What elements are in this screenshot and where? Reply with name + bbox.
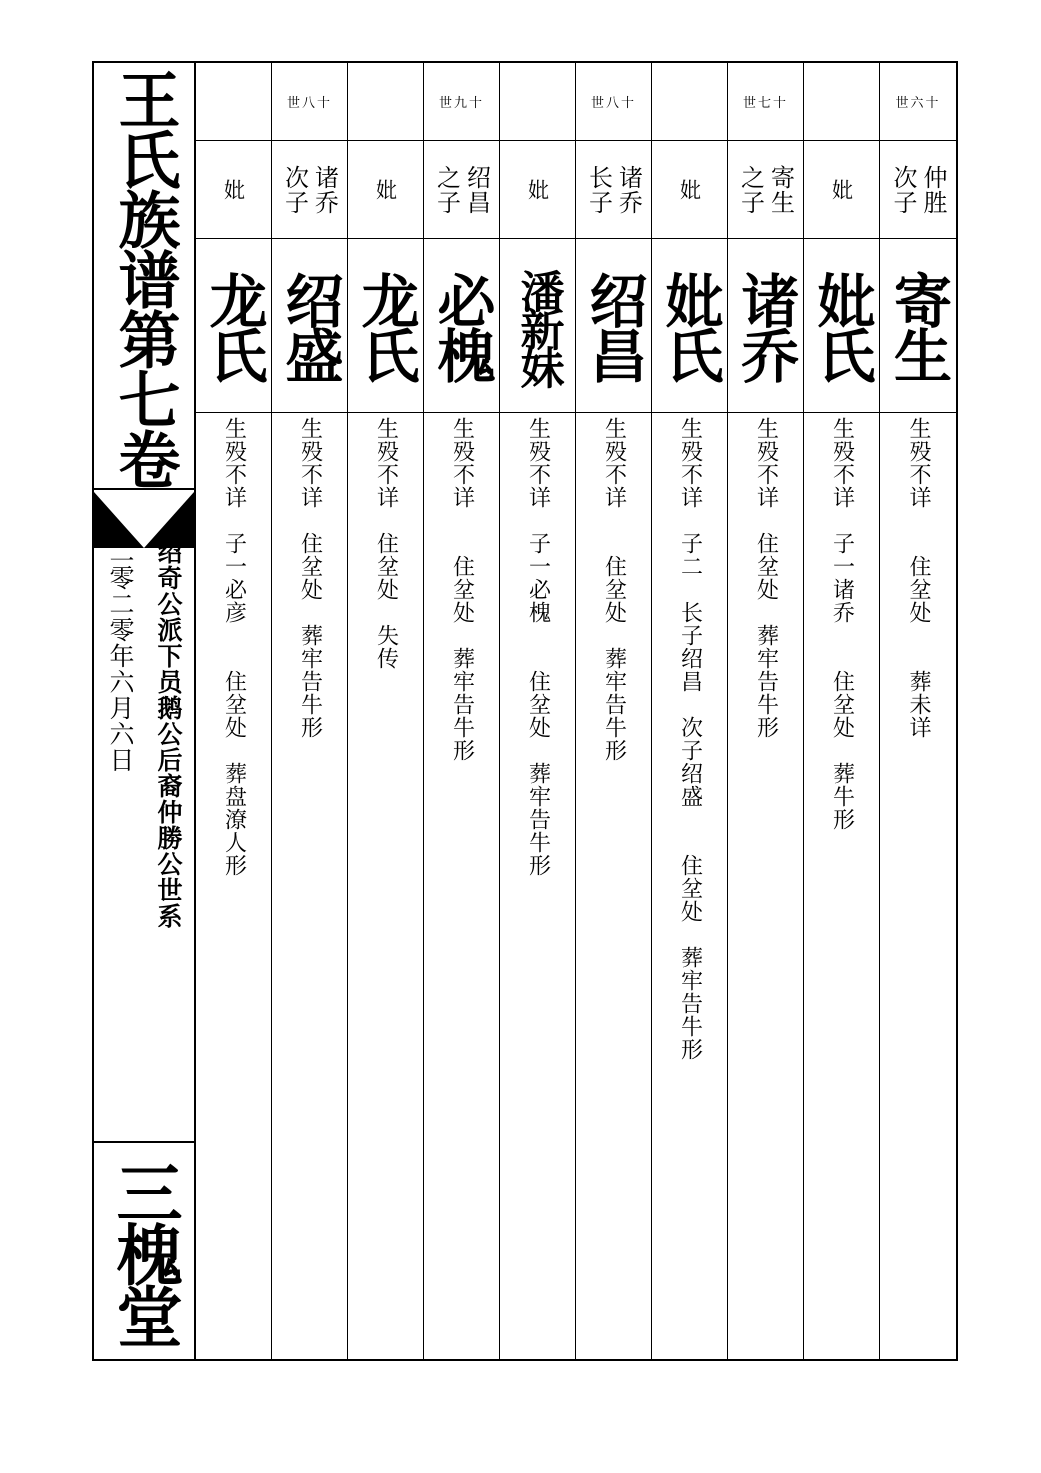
- person-name: 必槐: [427, 270, 496, 381]
- bio-cell: [728, 413, 803, 739]
- bio-cell: [804, 413, 879, 831]
- name-cell: [348, 239, 423, 413]
- bio-text: 生殁不详 住坌处 葬牢告牛形: [449, 417, 475, 762]
- name-cell: [424, 239, 499, 413]
- relation-cell: [348, 141, 423, 239]
- lineage-column: [880, 63, 956, 1359]
- relation-cell: [424, 141, 499, 239]
- bio-cell: [576, 413, 651, 762]
- book-title: 王氏族谱第七卷: [108, 67, 181, 488]
- relation-cell: [500, 141, 575, 239]
- relation-text: 绍昌 之子: [432, 164, 491, 215]
- lineage-column: [500, 63, 576, 1359]
- relation-text: 妣: [373, 178, 398, 201]
- name-cell: [728, 239, 803, 413]
- bio-text: 生殁不详 住坌处 葬牢告牛形: [297, 417, 323, 739]
- relation-cell: [272, 141, 347, 239]
- relation-text: 寄生 之子: [736, 164, 795, 215]
- generation-cell: [196, 63, 271, 141]
- relation-text: 妣: [525, 178, 550, 201]
- generation-cell: 世六十: [880, 63, 956, 141]
- lineage-column: [272, 63, 348, 1359]
- bio-text: 生殁不详 住坌处 失传: [373, 417, 399, 670]
- bio-text: 生殁不详 住坌处 葬牢告牛形: [753, 417, 779, 739]
- relation-cell: [804, 141, 879, 239]
- generation-cell: [348, 63, 423, 141]
- relation-cell: [196, 141, 271, 239]
- name-cell: [576, 239, 651, 413]
- relation-cell: [576, 141, 651, 239]
- person-name: 潘新妹: [512, 268, 564, 383]
- person-name: 寄生: [884, 270, 952, 381]
- person-name: 绍昌: [579, 270, 648, 381]
- generation-cell: 世七十: [728, 63, 803, 141]
- person-name: 诸乔: [731, 270, 800, 381]
- bio-cell: [652, 413, 727, 1061]
- lineage-column: [728, 63, 804, 1359]
- bio-text: 生殁不详 子二 长子绍昌 次子绍盛 住坌处 葬牢告牛形: [677, 417, 703, 1061]
- name-cell: [804, 239, 879, 413]
- title-divider: [94, 488, 194, 490]
- publication-date: 二零二零年六月六日: [106, 539, 135, 773]
- bio-text: 生殁不详 住坌处 葬牢告牛形: [601, 417, 627, 762]
- lineage-column: [804, 63, 880, 1359]
- generation-cell: 世八十: [272, 63, 347, 141]
- name-cell: [880, 239, 956, 413]
- person-name: 妣氏: [807, 270, 876, 381]
- lineage-column: [576, 63, 652, 1359]
- generation-cell: [652, 63, 727, 141]
- title-strip: [94, 63, 196, 1359]
- person-name: 绍盛: [275, 270, 344, 381]
- bio-cell: [196, 413, 271, 877]
- relation-text: 仲胜 次子: [889, 164, 947, 215]
- lineage-column: [348, 63, 424, 1359]
- bio-cell: [424, 413, 499, 762]
- generation-cell: 世八十: [576, 63, 651, 141]
- bio-text: 生殁不详 子一必槐 住坌处 葬牢告牛形: [525, 417, 551, 877]
- lineage-column: [652, 63, 728, 1359]
- bio-cell: [272, 413, 347, 739]
- bio-text: 生殁不详 住坌处 葬未详: [906, 417, 931, 739]
- lineage-column: [424, 63, 500, 1359]
- lineage-grid: [196, 63, 956, 1359]
- generation-cell: [804, 63, 879, 141]
- generation-cell: [500, 63, 575, 141]
- bio-cell: [348, 413, 423, 670]
- relation-text: 妣: [677, 178, 702, 201]
- person-name: 龙氏: [351, 270, 420, 381]
- lineage-subtitle: 绍奇公派下员鹅公后裔仲勝公世系: [154, 539, 183, 929]
- relation-text: 诸乔 长子: [584, 164, 643, 215]
- bio-text: 生殁不详 子一必彦 住坌处 葬盘潦人形: [221, 417, 247, 877]
- bio-cell: [880, 413, 956, 739]
- lineage-column: [196, 63, 272, 1359]
- genealogy-page: [92, 61, 958, 1361]
- hall-name: 三槐堂: [105, 1159, 183, 1345]
- name-cell: [272, 239, 347, 413]
- relation-text: 诸乔 次子: [280, 164, 339, 215]
- person-name: 妣氏: [655, 270, 724, 381]
- relation-cell: [880, 141, 956, 239]
- relation-text: 妣: [221, 178, 246, 201]
- bio-cell: [500, 413, 575, 877]
- name-cell: [196, 239, 271, 413]
- name-cell: [652, 239, 727, 413]
- relation-text: 妣: [829, 178, 854, 201]
- relation-cell: [652, 141, 727, 239]
- bio-text: 生殁不详 子一诸乔 住坌处 葬牛形: [829, 417, 855, 831]
- name-cell: [500, 239, 575, 413]
- person-name: 龙氏: [199, 270, 268, 381]
- generation-cell: 世九十: [424, 63, 499, 141]
- relation-cell: [728, 141, 803, 239]
